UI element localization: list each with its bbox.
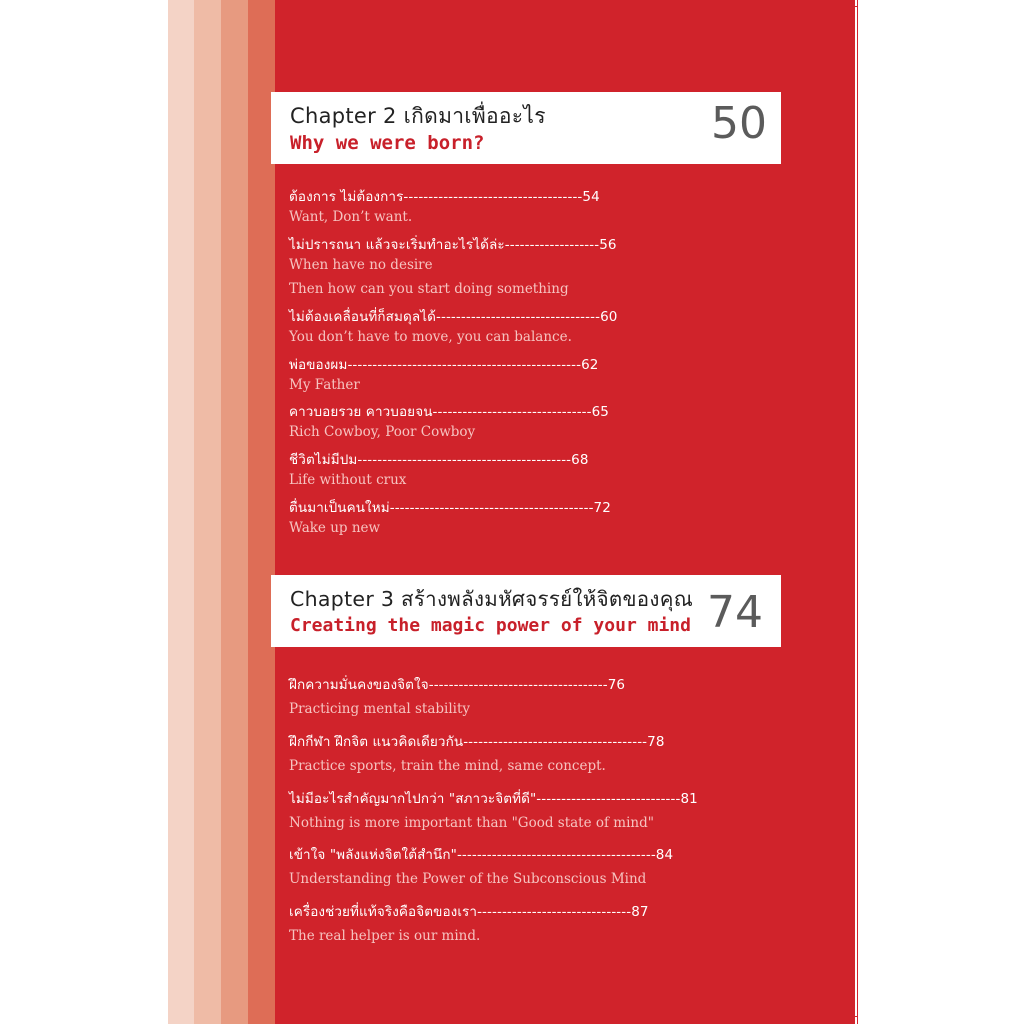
toc-entry[interactable]: ไม่ปรารถนา แล้วจะเริ่มทำอะไรได้ล่ะ-------------------56 (289, 237, 617, 253)
toc-entry-translation: You don’t have to move, you can balance. (289, 329, 572, 345)
chapter-3-header (271, 575, 781, 647)
toc-entry-translation: My Father (289, 377, 360, 393)
edge-stripe-3 (221, 0, 248, 1024)
chapter-2-title: Chapter 2 เกิดมาเพื่ออะไร (290, 104, 546, 128)
toc-entry[interactable]: ต้องการ ไม่ต้องการ------------------------------------54 (289, 189, 600, 205)
chapter-3-page-number: 74 (707, 587, 763, 638)
toc-entry-translation: The real helper is our mind. (289, 928, 481, 944)
toc-entry-translation: Life without crux (289, 472, 407, 488)
crop-mark (852, 1016, 858, 1017)
page-edge-line (857, 0, 858, 1024)
chapter-2-page-number: 50 (711, 98, 767, 149)
chapter-2-subtitle: Why we were born? (290, 132, 485, 154)
edge-stripe-2 (194, 0, 221, 1024)
toc-entry-translation: Rich Cowboy, Poor Cowboy (289, 424, 476, 440)
toc-entry-translation: When have no desire (289, 257, 433, 273)
toc-entry-translation: Nothing is more important than "Good state of mind" (289, 815, 654, 831)
chapter-3-title: Chapter 3 สร้างพลังมหัศจรรย์ให้จิตของคุณ (290, 587, 694, 611)
toc-entry[interactable]: เข้าใจ "พลังแห่งจิตใต้สำนึก"----------------------------------------84 (289, 847, 674, 863)
toc-entry[interactable]: ไม่ต้องเคลื่อนที่ก็สมดุลได้---------------------------------60 (289, 309, 618, 325)
toc-entry[interactable]: ฝึกความมั่นคงของจิตใจ------------------------------------76 (289, 677, 626, 693)
toc-entry[interactable]: พ่อของผม-----------------------------------------------62 (289, 357, 599, 373)
toc-entry-translation: Practicing mental stability (289, 701, 471, 717)
toc-entry-translation: Practice sports, train the mind, same concept. (289, 758, 606, 774)
edge-stripe-1 (168, 0, 194, 1024)
toc-entry-translation: Then how can you start doing something (289, 281, 569, 297)
toc-entry-translation: Understanding the Power of the Subconscious Mind (289, 871, 647, 887)
toc-entry[interactable]: ไม่มีอะไรสำคัญมากไปกว่า "สภาวะจิตที่ดี"-----------------------------81 (289, 791, 698, 807)
toc-entry-translation: Want, Don’t want. (289, 209, 413, 225)
toc-entry[interactable]: เครื่องช่วยที่แท้จริงคือจิตของเรา-------------------------------87 (289, 904, 649, 920)
toc-entry[interactable]: ตื่นมาเป็นคนใหม่-----------------------------------------72 (289, 500, 611, 516)
toc-entry-translation: Wake up new (289, 520, 381, 536)
toc-entry[interactable]: ฝึกกีฬา ฝึกจิต แนวคิดเดียวกัน-------------------------------------78 (289, 734, 665, 750)
crop-mark (852, 6, 858, 7)
chapter-2-header (271, 92, 781, 164)
chapter-3-subtitle: Creating the magic power of your mind (290, 615, 691, 636)
toc-entry[interactable]: ชีวิตไม่มีปม-------------------------------------------68 (289, 452, 589, 468)
toc-entry[interactable]: คาวบอยรวย คาวบอยจน--------------------------------65 (289, 404, 609, 420)
